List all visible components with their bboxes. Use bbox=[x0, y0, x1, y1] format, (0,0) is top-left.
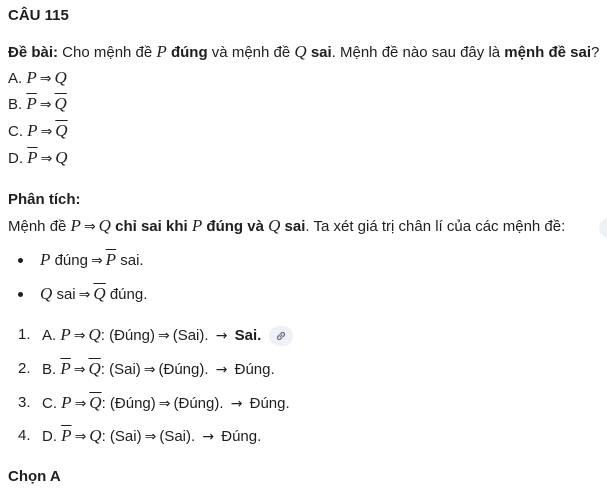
analysis-intro: Mệnh đề P ⇒ Q chỉ sai khi P đúng và Q sai. Ta xét giá trị chân lí của các mệnh đề: bbox=[8, 216, 566, 235]
step-number: 4. bbox=[18, 427, 31, 444]
step-number: 3. bbox=[18, 394, 31, 411]
step-item: C. P ⇒ $\overline{Q}$: (Đúng) ⇒ (Đúng). → Đúng. bbox=[42, 393, 290, 412]
bullet-icon bbox=[18, 292, 23, 297]
step-item: D. $\overline{P}$ ⇒ Q: (Sai) ⇒ (Sai). → Đúng. bbox=[42, 426, 262, 445]
option-c: C. P ⇒ $\overline{Q}$ bbox=[8, 121, 68, 140]
option-a: A. P ⇒ Q bbox=[8, 68, 67, 87]
link-icon bbox=[275, 330, 287, 342]
option-d: D. $\overline{P}$ ⇒ Q bbox=[8, 148, 68, 167]
question-title: CÂU 115 bbox=[8, 7, 69, 24]
analysis-heading: Phân tích: bbox=[8, 191, 81, 208]
step-item: A. P ⇒ Q: (Đúng) ⇒ (Sai). → Sai. bbox=[42, 325, 293, 346]
question-prompt: Đề bài: Cho mệnh đề P đúng và mệnh đề Q sai. Mệnh đề nào sau đây là mệnh đề sai? bbox=[8, 42, 600, 61]
bullet-item: P đúng ⇒ $\overline{P}$ sai. bbox=[40, 250, 144, 269]
step-number: 2. bbox=[18, 360, 31, 377]
link-chip-button[interactable] bbox=[269, 326, 293, 346]
step-item: B. $\overline{P}$ ⇒ $\overline{Q}$: (Sai) ⇒ (Đúng). → Đúng. bbox=[42, 359, 275, 378]
step-number: 1. bbox=[18, 326, 31, 343]
answer-label: Chọn A bbox=[8, 468, 61, 485]
bullet-item: Q sai ⇒ $\overline{Q}$ đúng. bbox=[40, 284, 148, 303]
clipped-link-chip[interactable] bbox=[599, 218, 607, 238]
option-b: B. $\overline{P}$ ⇒ $\overline{Q}$ bbox=[8, 94, 67, 113]
bullet-icon bbox=[18, 258, 23, 263]
